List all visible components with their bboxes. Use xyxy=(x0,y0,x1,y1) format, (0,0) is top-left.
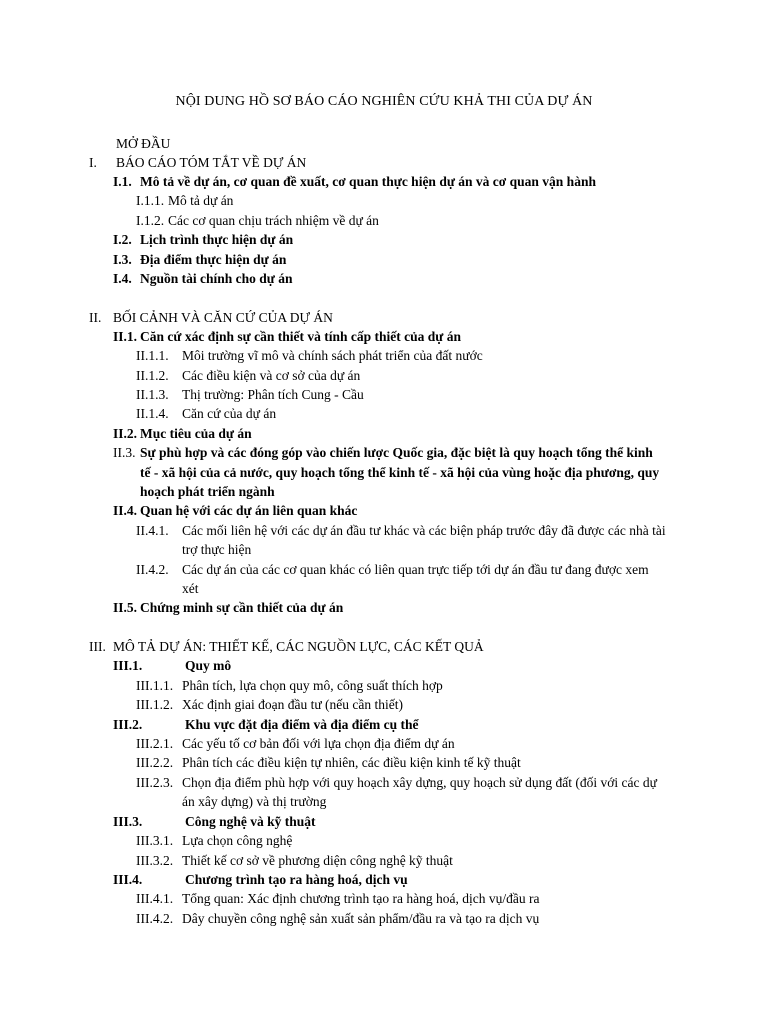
section-label: BÁO CÁO TÓM TẮT VỀ DỰ ÁN xyxy=(116,155,307,170)
item-II-3-number: II.3. xyxy=(113,445,136,460)
item-II-4-2-line-1: Các dự án của các cơ quan khác có liên quan trực tiếp tới dự án đầu tư đang được xem xyxy=(182,562,649,577)
item-II-5: II.5. Chứng minh sự cần thiết của dự án xyxy=(113,600,344,615)
item-II-4-1-line-2: trợ thực hiện xyxy=(182,542,252,557)
item-III-1-2: III.1.2. Xác định giai đoạn đầu tư (nếu cần thiết) xyxy=(136,697,403,712)
item-II-3-line-3: hoạch phát triển ngành xyxy=(140,484,275,499)
item-II-4: II.4. Quan hệ với các dự án liên quan khác xyxy=(113,503,358,518)
item-I-1-2: I.1.2. Các cơ quan chịu trách nhiệm về dự án xyxy=(136,213,379,228)
item-II-4-2-number: II.4.2. xyxy=(136,562,169,577)
item-II-4-1-number: II.4.1. xyxy=(136,523,169,538)
item-III-1: III.1. Quy mô xyxy=(113,658,232,673)
item-II-1-1: II.1.1. Môi trường vĩ mô và chính sách phát triển của đất nước xyxy=(136,348,483,363)
item-II-4-1-line-1: Các mối liên hệ với các dự án đầu tư khác và các biện pháp trước đây đã được các nhà tài xyxy=(182,523,666,538)
item-III-4-2: III.4.2. Dây chuyền công nghệ sản xuất sản phẩm/đầu ra và tạo ra dịch vụ xyxy=(136,911,540,926)
section-2-heading xyxy=(89,308,333,327)
item-II-3-line-2: tế - xã hội của cả nước, quy hoạch tổng thể kinh tế - xã hội của vùng hoặc địa phương, quy xyxy=(140,465,660,480)
section-number: I. xyxy=(89,155,97,170)
item-I-3: I.3. Địa điểm thực hiện dự án xyxy=(113,252,287,267)
item-I-1: I.1. Mô tả về dự án, cơ quan đề xuất, cơ quan thực hiện dự án và cơ quan vận hành xyxy=(113,174,596,189)
item-I-1-1: I.1.1. Mô tả dự án xyxy=(136,193,234,208)
item-II-2: II.2. Mục tiêu của dự án xyxy=(113,426,252,441)
item-II-1-4: II.1.4. Căn cứ của dự án xyxy=(136,406,277,421)
item-II-3-line-1: Sự phù hợp và các đóng góp vào chiến lược Quốc gia, đặc biệt là quy hoạch tổng thể kinh xyxy=(140,445,653,460)
item-III-3: III.3. Công nghệ và kỹ thuật xyxy=(113,814,316,829)
item-I-4: I.4. Nguồn tài chính cho dự án xyxy=(113,271,293,286)
item-III-2-1: III.2.1. Các yếu tố cơ bản đối với lựa chọn địa điểm dự án xyxy=(136,736,455,751)
item-II-1-2: II.1.2. Các điều kiện và cơ sở của dự án xyxy=(136,368,361,383)
item-III-2: III.2. Khu vực đặt địa điểm và địa điểm cụ thể xyxy=(113,717,419,732)
item-III-2-3-line-1: Chọn địa điểm phù hợp với quy hoạch xây dựng, quy hoạch sử dụng đất (đối với các dự xyxy=(182,775,657,790)
section-1-heading xyxy=(89,153,306,172)
item-III-3-1: III.3.1. Lựa chọn công nghệ xyxy=(136,833,293,848)
intro-heading: MỞ ĐẦU xyxy=(116,136,171,151)
item-III-1-1: III.1.1. Phân tích, lựa chọn quy mô, công suất thích hợp xyxy=(136,678,443,693)
section-label: BỐI CẢNH VÀ CĂN CỨ CỦA DỰ ÁN xyxy=(113,310,333,325)
item-II-4-2-line-2: xét xyxy=(182,581,199,596)
item-III-2-3-line-2: án xây dựng) và thị trường xyxy=(182,794,327,809)
document-title: NỘI DUNG HỒ SƠ BÁO CÁO NGHIÊN CỨU KHẢ THI CỦA DỰ ÁN xyxy=(175,94,593,109)
section-number: II. xyxy=(89,310,102,325)
item-II-1: II.1. Căn cứ xác định sự cần thiết và tính cấp thiết của dự án xyxy=(113,329,461,344)
item-I-2: I.2. Lịch trình thực hiện dự án xyxy=(113,232,294,247)
item-III-3-2: III.3.2. Thiết kế cơ sở về phương diện công nghệ kỹ thuật xyxy=(136,853,453,868)
section-number: III. xyxy=(89,639,106,654)
item-II-1-3: II.1.3. Thị trường: Phân tích Cung - Cầu xyxy=(136,387,364,402)
item-III-2-2: III.2.2. Phân tích các điều kiện tự nhiên, các điều kiện kinh tế kỹ thuật xyxy=(136,755,521,770)
item-III-4-1: III.4.1. Tổng quan: Xác định chương trình tạo ra hàng hoá, dịch vụ/đầu ra xyxy=(136,891,540,906)
section-label: MÔ TẢ DỰ ÁN: THIẾT KẾ, CÁC NGUỒN LỰC, CÁC KẾT QUẢ xyxy=(113,639,484,654)
item-III-2-3-number: III.2.3. xyxy=(136,775,174,790)
section-3-heading xyxy=(89,637,484,656)
item-III-4: III.4. Chương trình tạo ra hàng hoá, dịch vụ xyxy=(113,872,408,887)
